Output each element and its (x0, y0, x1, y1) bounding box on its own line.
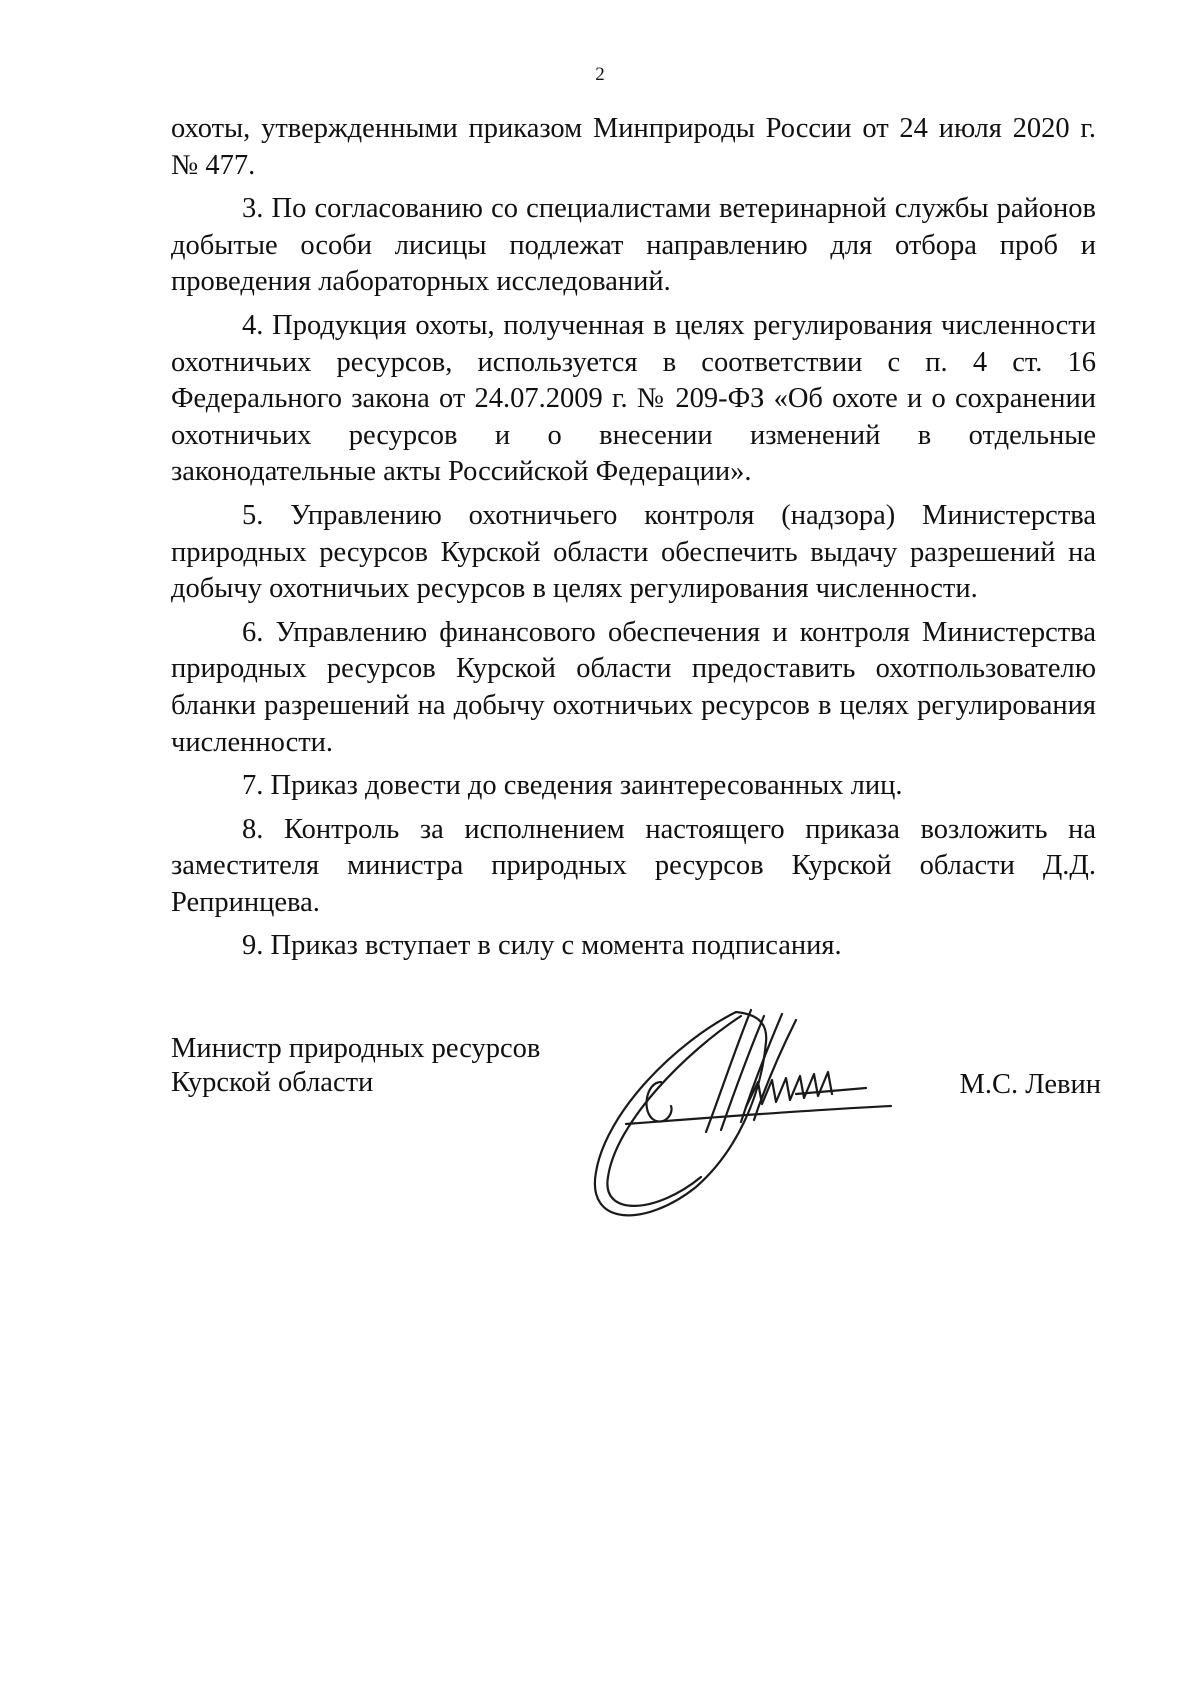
signature-block (171, 1032, 1101, 1242)
signer-title-line-1: Министр природных ресурсов (171, 1033, 541, 1064)
handwritten-signature (586, 1002, 906, 1242)
signer-title (171, 1032, 540, 1100)
paragraph-item-9: 9. Приказ вступает в силу с момента подписания. (242, 930, 842, 962)
paragraph-item-6: 6. Управлению финансового обеспечения и контроля Министерства природных ресурсов Курской области предоставить охотпользователю бланки разрешений на добычу охотничьих ресурсов в целях регулирования численности. (171, 616, 1096, 758)
signer-title-line-2: Курской области (171, 1067, 374, 1098)
paragraph-item-7: 7. Приказ довести до сведения заинтересованных лиц. (242, 770, 903, 802)
signer-name: М.С. Левин (959, 1069, 1101, 1100)
page-number: 2 (595, 64, 605, 85)
document-body (171, 111, 1096, 972)
paragraph-continuation: охоты, утвержденными приказом Минприроды России от 24 июля 2020 г. № 477. (171, 113, 1096, 181)
paragraph-item-5: 5. Управлению охотничьего контроля (надзора) Министерства природных ресурсов Курской области обеспечить выдачу разрешений на добычу охотничьих ресурсов в целях регулирования численности. (171, 499, 1096, 605)
paragraph-item-8: 8. Контроль за исполнением настоящего приказа возложить на заместителя министра природных ресурсов Курской области Д.Д. Репринцева. (171, 813, 1096, 918)
paragraph-item-4: 4. Продукция охоты, полученная в целях регулирования численности охотничьих ресурсов, используется в соответствии с п. 4 ст. 16 Федерального закона от 24.07.2009 г. № 209-ФЗ «Об охоте и о сохранении охотничьих ресурсов и о внесении изменений в отдельные законодательные акты Российской Федерации». (171, 309, 1096, 488)
paragraph-item-3: 3. По согласованию со специалистами ветеринарной службы районов добытые особи лисицы подлежат направлению для отбора проб и проведения лабораторных исследований. (171, 193, 1096, 298)
